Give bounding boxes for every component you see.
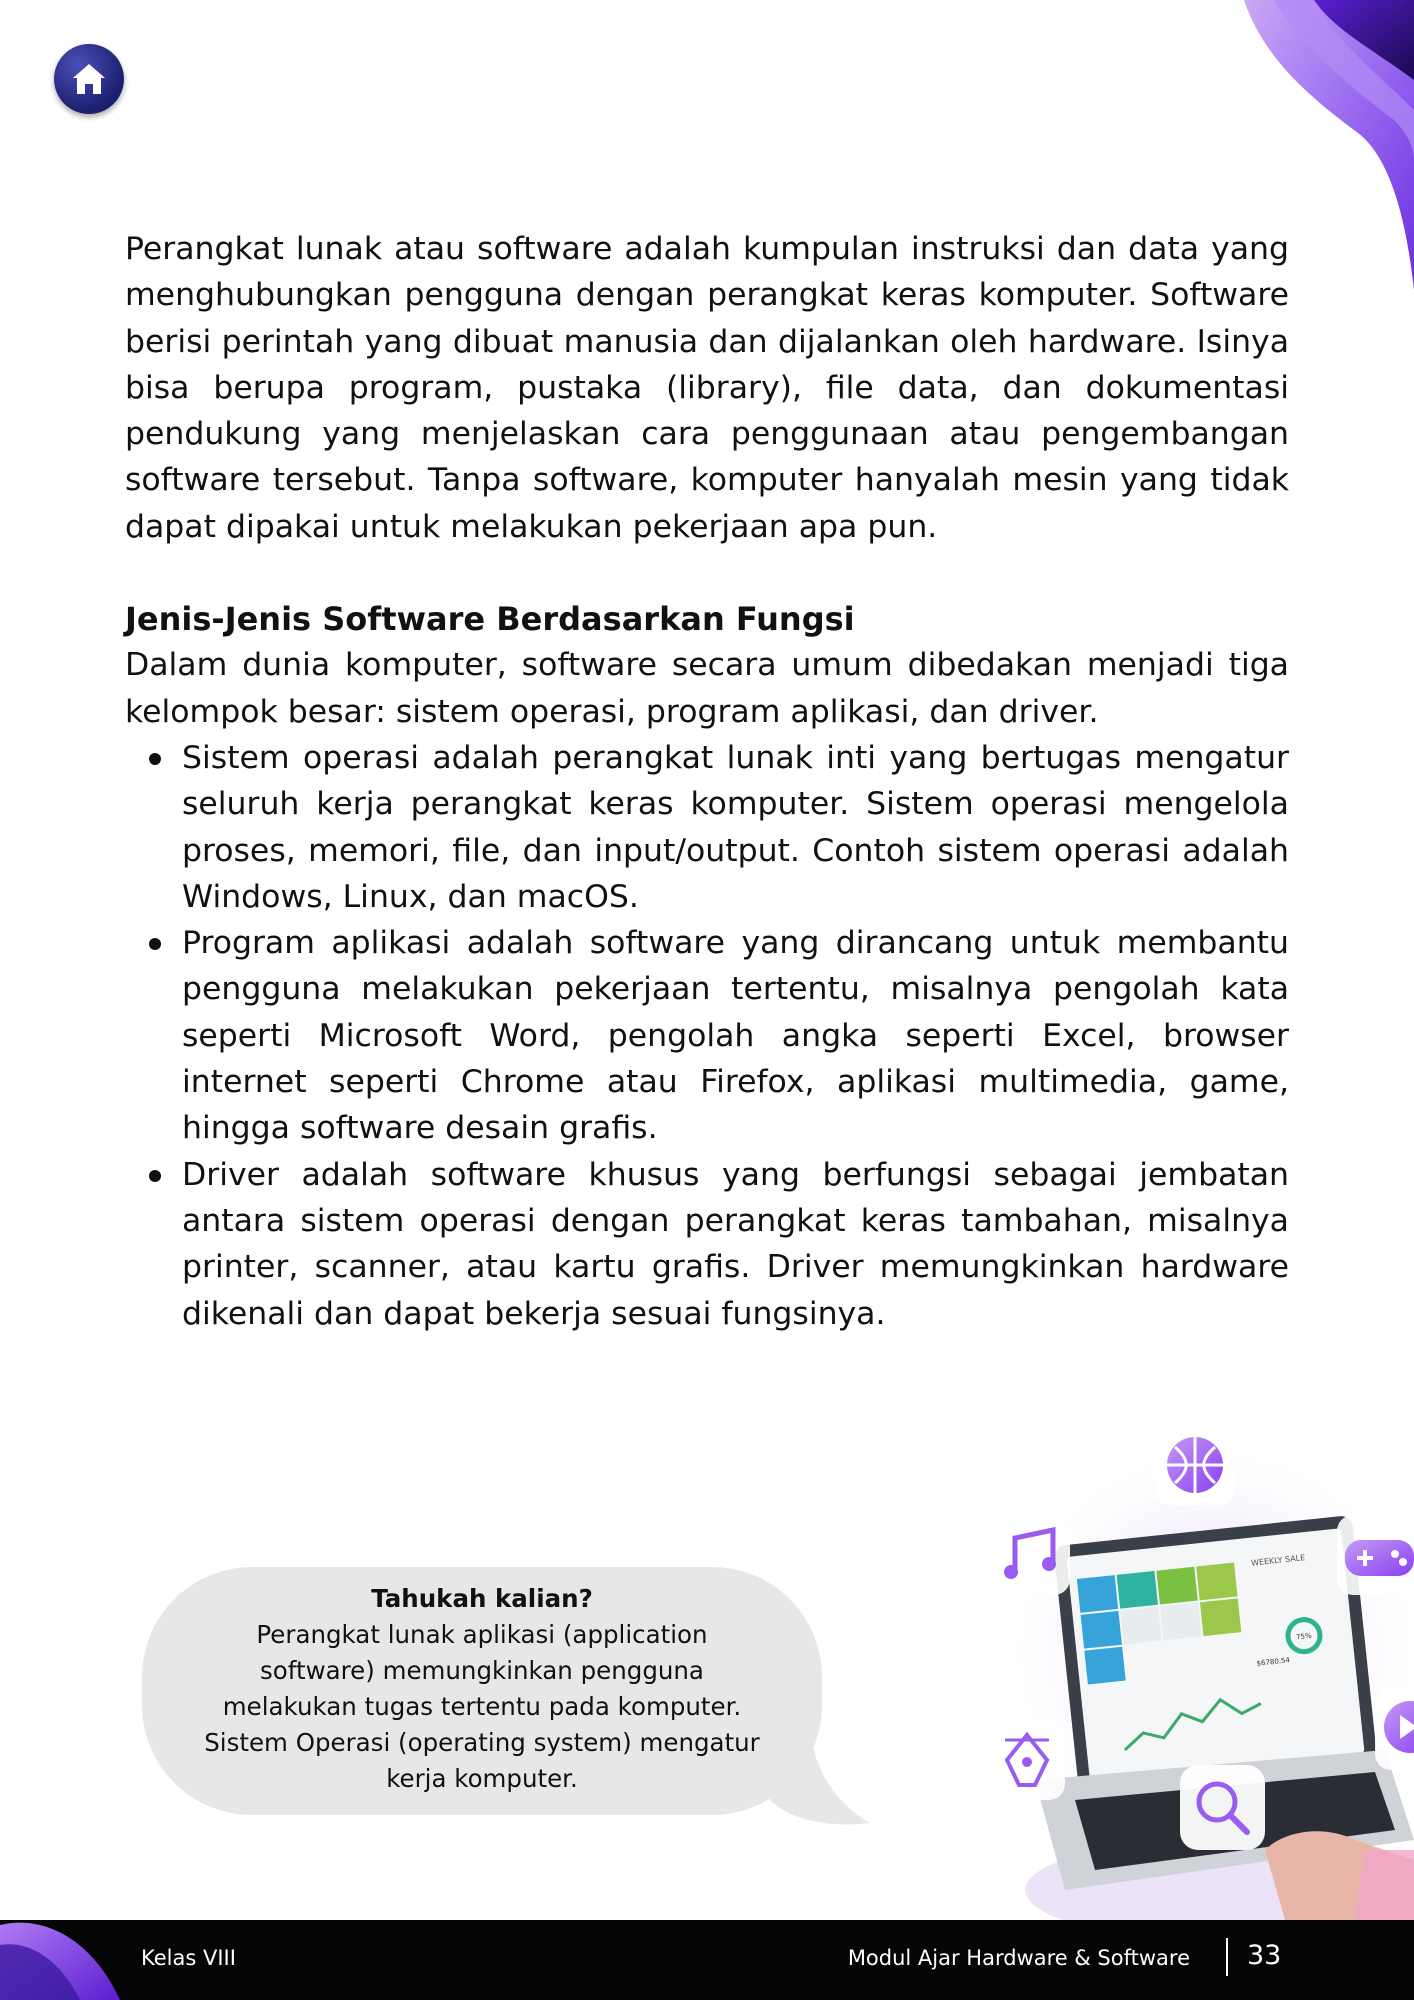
laptop-illustration xyxy=(985,1420,1414,1920)
decorative-wave-bottom xyxy=(0,1915,130,2000)
list-item-sistem-operasi xyxy=(125,735,1289,920)
main-content xyxy=(125,226,1289,1337)
intro-paragraph: Perangkat lunak atau software adalah kumpulan instruksi dan data yang menghubungkan pengguna dengan perangkat keras komputer. Software berisi perintah yang dibuat manusia dan dijalankan oleh hardware. Isinya bisa berupa program, pustaka (library), file data, dan dokumentasi pendukung yang menjelaskan cara penggunaan atau pengembangan software tersebut. Tanpa software, komputer hanyalah mesin yang tidak dapat dipakai untuk melakukan pekerjaan apa pun. xyxy=(125,231,1289,545)
bullet-icon xyxy=(149,938,161,950)
gamepad-icon xyxy=(1337,1515,1414,1595)
callout-text: Perangkat lunak aplikasi (application software) memungkinkan pengguna melakukan tugas tertentu pada komputer. Sistem Operasi (operating system) mengatur kerja komputer. xyxy=(204,1620,760,1793)
list-item-text: Driver adalah software khusus yang berfungsi sebagai jembatan antara sistem operasi dengan perangkat keras tambahan, misalnya printer, scanner, atau kartu grafis. Driver memungkinkan hardware dikenali dan dapat bekerja sesuai fungsinya. xyxy=(182,1156,1289,1332)
search-icon xyxy=(1180,1765,1265,1850)
page-footer xyxy=(0,1920,1414,2000)
list-item-program-aplikasi xyxy=(125,920,1289,1151)
list-item-text: Sistem operasi adalah perangkat lunak inti yang bertugas mengatur seluruh kerja perangkat keras komputer. Sistem operasi mengelola proses, memori, file, dan input/output. Contoh sistem operasi adalah Windows, Linux, dan macOS. xyxy=(182,739,1289,915)
footer-divider xyxy=(1226,1938,1228,1976)
play-icon xyxy=(1375,1685,1414,1770)
did-you-know-callout xyxy=(142,1567,822,1815)
list-item-driver xyxy=(125,1152,1289,1337)
section-lead: Dalam dunia komputer, software secara umum dibedakan menjadi tiga kelompok besar: sistem operasi, program aplikasi, dan driver. xyxy=(125,647,1289,730)
svg-text:WEEKLY SALE: WEEKLY SALE xyxy=(1250,1553,1306,1568)
footer-module-title: Modul Ajar Hardware & Software xyxy=(847,1946,1190,1970)
footer-class-label: Kelas VIII xyxy=(141,1946,236,1970)
music-icon xyxy=(995,1520,1070,1595)
pen-tool-icon xyxy=(990,1720,1065,1800)
section-heading: Jenis-Jenis Software Berdasarkan Fungsi xyxy=(125,600,855,639)
svg-text:$6780.54: $6780.54 xyxy=(1256,1656,1291,1668)
svg-text:75%: 75% xyxy=(1295,1631,1313,1642)
home-icon xyxy=(70,61,108,97)
globe-icon xyxy=(1155,1425,1235,1505)
callout-title: Tahukah kalian? xyxy=(371,1584,593,1613)
home-button[interactable] xyxy=(54,44,124,114)
list-item-text: Program aplikasi adalah software yang dirancang untuk membantu pengguna melakukan pekerjaan tertentu, misalnya pengolah kata seperti Microsoft Word, pengolah angka seperti Excel, browser internet seperti Chrome atau Firefox, aplikasi multimedia, game, hingga software desain grafis. xyxy=(182,925,1289,1147)
software-types-list xyxy=(125,735,1289,1337)
bullet-icon xyxy=(149,1170,161,1182)
bullet-icon xyxy=(149,753,161,765)
page-number: 33 xyxy=(1247,1940,1282,1971)
